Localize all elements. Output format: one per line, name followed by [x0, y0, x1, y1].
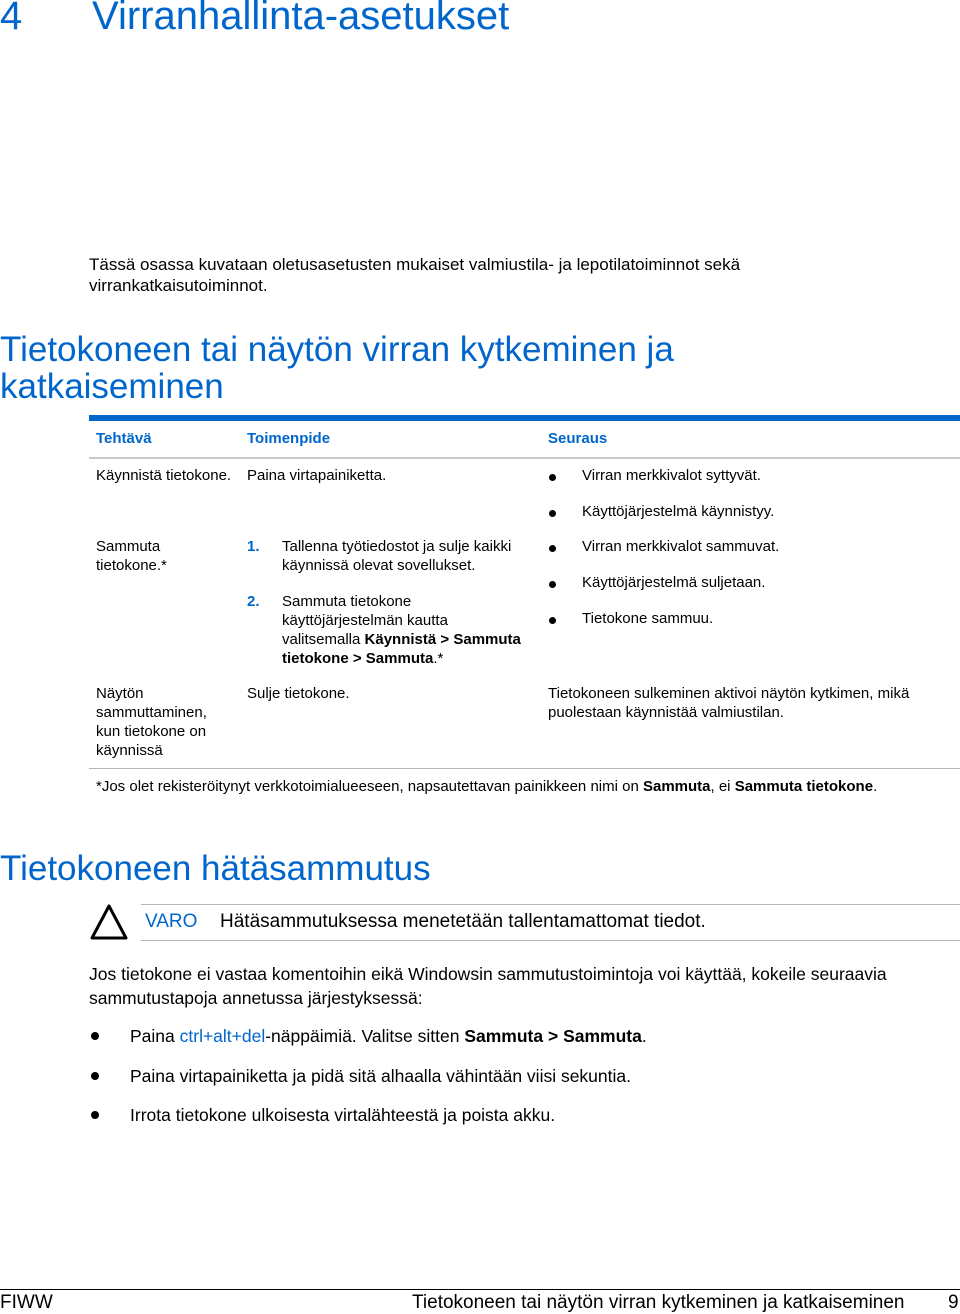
- row2-step1: [282, 537, 511, 575]
- row1-result-1: Virran merkkivalot syttyvät.: [582, 467, 761, 484]
- menu-kaynnista: Käynnistä: [364, 631, 437, 648]
- step2-line2: käyttöjärjestelmän kautta: [282, 612, 448, 629]
- item1-mid: -näppäimiä. Valitse sitten: [265, 1026, 465, 1046]
- row1-result-2: Käyttöjärjestelmä käynnistyy.: [582, 503, 775, 520]
- step1-line1: Tallenna työtiedostot ja sulje kaikki: [282, 538, 512, 555]
- footnote-bold-2: Sammuta tietokone: [734, 778, 874, 795]
- list-item-3: Irrota tietokone ulkoisesta virtalähteestä ja poista akku.: [130, 1105, 556, 1125]
- table-top-rule: [89, 415, 960, 421]
- bullet-icon: [549, 617, 556, 624]
- paragraph-line1: Jos tietokone ei vastaa komentoihin eikä Windowsin sammutustoimintoja voi käyttää, kokeile seuraavia: [89, 964, 887, 984]
- row3-action: Sulje tietokone.: [247, 685, 350, 702]
- item1-pre: Paina: [130, 1026, 180, 1046]
- footnote-mid: , ei: [710, 778, 735, 795]
- menu-sammuta: Sammuta: [563, 1026, 642, 1046]
- table-header-action: Toimenpide: [247, 430, 331, 447]
- row3-result: [548, 684, 909, 722]
- caution-bottom-rule: [141, 940, 960, 941]
- step2-number: 2.: [247, 593, 260, 610]
- chapter-title-text: Virranhallinta-asetukset: [92, 0, 510, 38]
- footnote-bold-1: Sammuta: [642, 778, 711, 795]
- paragraph-line2: sammutustapoja annetussa järjestyksessä:: [89, 988, 423, 1008]
- row3-result-line2: puolestaan käynnistää valmiustilan.: [548, 704, 784, 721]
- table-header-task: Tehtävä: [96, 430, 152, 447]
- menu-separator: >: [436, 631, 454, 648]
- step2-line3-pre: valitsemalla: [282, 631, 365, 648]
- row1-task: Käynnistä tietokone.: [96, 467, 232, 484]
- section2-heading: Tietokoneen hätäsammutus: [0, 849, 431, 888]
- bullet-icon: [549, 545, 556, 552]
- caution-text: Hätäsammutuksessa menetetään tallentamattomat tiedot.: [220, 911, 706, 932]
- table-header-rule: [89, 457, 960, 459]
- power-table: [89, 415, 960, 810]
- bullet-icon: [549, 474, 556, 481]
- row2-task-line2: tietokone.*: [96, 557, 167, 574]
- menu-sammuta: Sammuta: [464, 1026, 544, 1046]
- step2-line4-post: .*: [433, 650, 444, 667]
- chapter-number: 4: [0, 0, 23, 38]
- bullet-icon: [549, 510, 556, 517]
- row3-task-line4: käynnissä: [96, 742, 163, 759]
- row3-task-line3: kun tietokone on: [96, 723, 207, 740]
- item1-post: .: [641, 1026, 647, 1046]
- row2-result-2: Käyttöjärjestelmä suljetaan.: [582, 574, 766, 591]
- caution-label: VARO: [145, 911, 198, 932]
- bullet-icon: [91, 1072, 99, 1080]
- step2-line1: Sammuta tietokone: [282, 593, 412, 610]
- list-item-1: [130, 1025, 647, 1047]
- row2-task: [96, 537, 167, 575]
- footer-rule: [0, 1289, 960, 1290]
- menu-sammuta: Sammuta: [453, 631, 521, 648]
- row3-task-line1: Näytön: [96, 685, 144, 702]
- step1-number: 1.: [247, 538, 260, 555]
- table-footnote-rule: [89, 768, 960, 769]
- menu-separator: >: [348, 650, 366, 667]
- warning-triangle-icon: [89, 903, 129, 941]
- row2-result-1: Virran merkkivalot sammuvat.: [582, 538, 780, 555]
- row2-result-3: Tietokone sammuu.: [582, 610, 714, 627]
- step1-line2: käynnissä olevat sovellukset.: [282, 557, 476, 574]
- section1-heading-line2: katkaiseminen: [0, 367, 224, 406]
- section1-heading-line1: Tietokoneen tai näytön virran kytkeminen ja: [0, 330, 674, 369]
- menu-sammuta: Sammuta: [365, 650, 434, 667]
- footer-left: FIWW: [0, 1292, 53, 1313]
- menu-separator: >: [543, 1026, 564, 1046]
- row2-step2: [282, 592, 521, 668]
- chapter-title: [0, 0, 509, 39]
- row3-task: [96, 684, 207, 760]
- footnote-post: .: [873, 778, 878, 795]
- instructions-paragraph: [89, 962, 949, 1010]
- row3-result-line1: Tietokoneen sulkeminen aktivoi näytön kytkimen, mikä: [548, 685, 910, 702]
- page-number: 9: [948, 1292, 959, 1313]
- table-footnote: [96, 777, 877, 796]
- caution-top-rule: [141, 904, 960, 905]
- section1-heading: [0, 331, 674, 405]
- row3-task-line2: sammuttaminen,: [96, 704, 207, 721]
- key-combo-ctrl-alt-del: ctrl+alt+del: [179, 1026, 266, 1046]
- bullet-icon: [91, 1032, 99, 1040]
- row2-task-line1: Sammuta: [96, 538, 161, 555]
- row1-action: Paina virtapainiketta.: [247, 467, 387, 484]
- list-item-2: Paina virtapainiketta ja pidä sitä alhaalla vähintään viisi sekuntia.: [130, 1066, 631, 1086]
- footer-center: Tietokoneen tai näytön virran kytkeminen ja katkaiseminen: [412, 1292, 905, 1313]
- menu-tietokone: tietokone: [282, 650, 349, 667]
- bullet-icon: [549, 581, 556, 588]
- footnote-pre: *Jos olet rekisteröitynyt verkkotoimialueeseen, napsautettavan painikkeen nimi on: [96, 778, 643, 795]
- table-header-result: Seuraus: [548, 430, 608, 447]
- bullet-icon: [91, 1111, 99, 1119]
- intro-paragraph: Tässä osassa kuvataan oletusasetusten mukaiset valmiustila- ja lepotilatoiminnot sekä virrankatkaisutoiminnot.: [89, 255, 741, 295]
